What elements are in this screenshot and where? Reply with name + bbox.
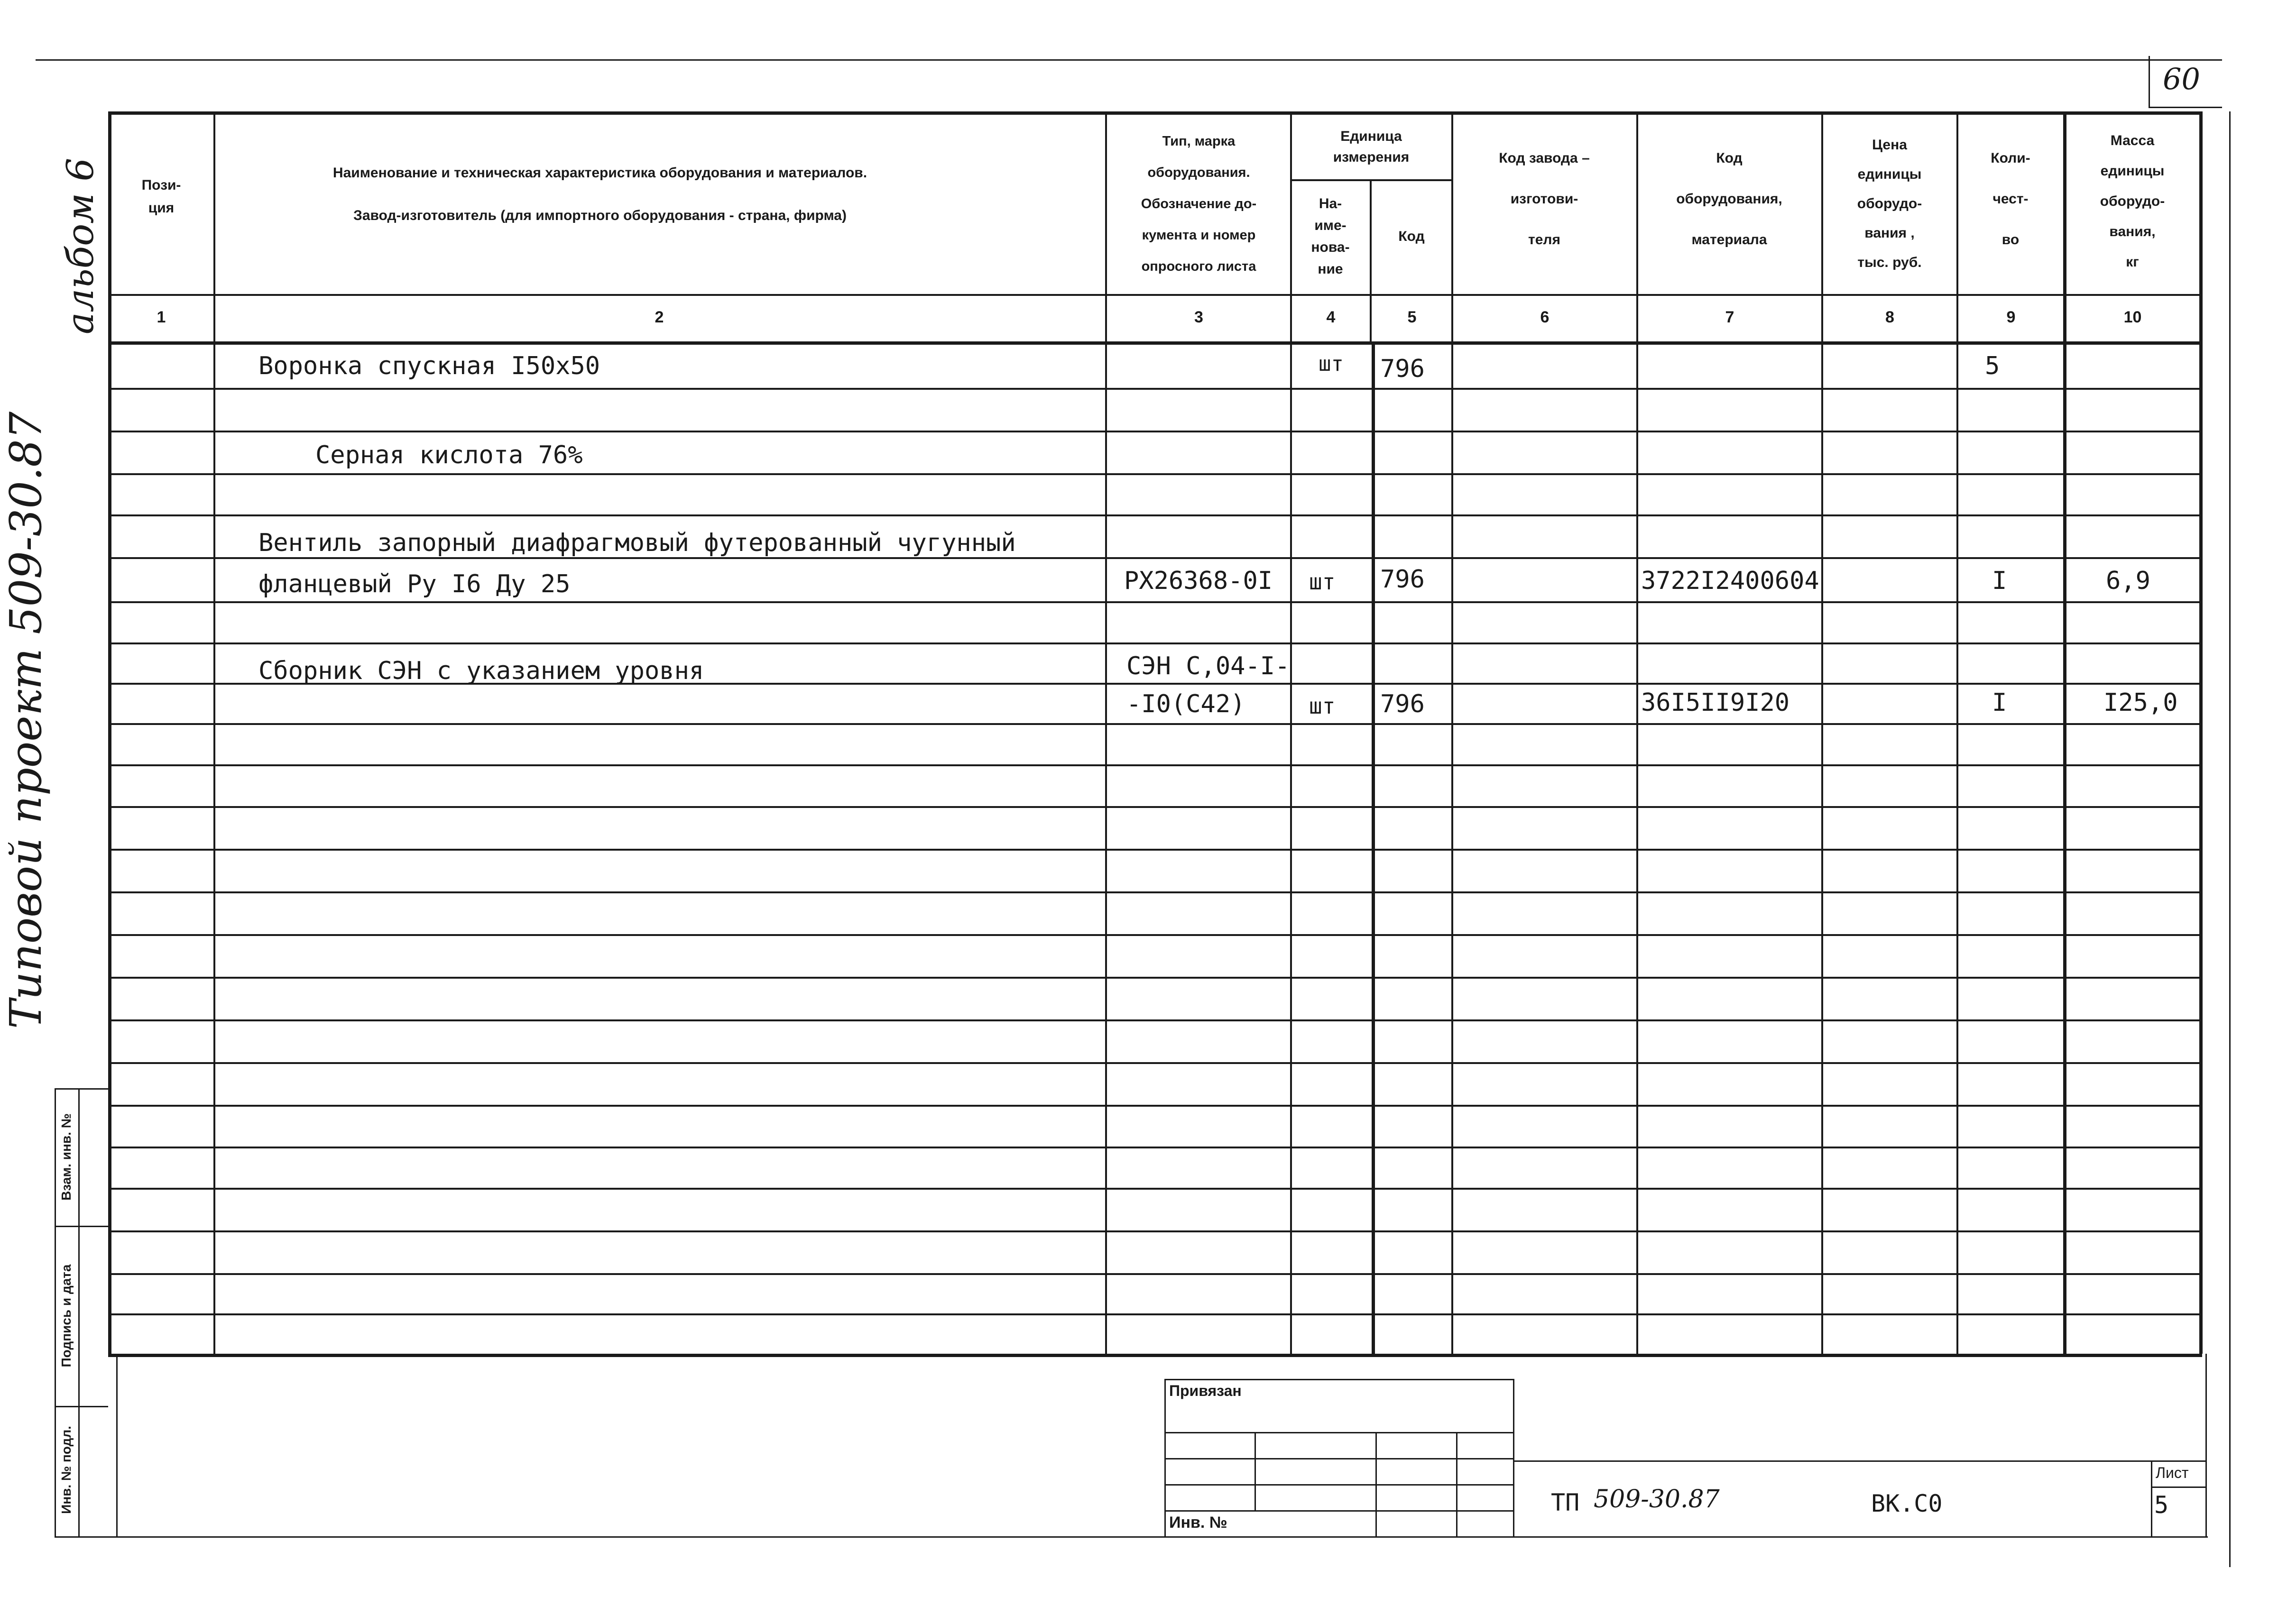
table-row-line — [108, 431, 2202, 432]
row9-code: 796 — [1380, 690, 1425, 718]
col-sep-4 — [1370, 179, 1372, 341]
table-row-line — [108, 1147, 2202, 1148]
numbers-bottom-line — [108, 341, 2202, 345]
row6-name: фланцевый Ру I6 Ду 25 — [258, 570, 571, 598]
privyazan-col-3 — [1456, 1432, 1457, 1536]
header-bottom-line — [108, 294, 2202, 296]
stamp-left-edge — [55, 1088, 56, 1536]
col-sep-8 — [1956, 111, 1958, 1354]
col-number-4: 4 — [1326, 308, 1336, 326]
privyazan-left — [1164, 1379, 1166, 1536]
row8-type: СЭН С,04-I- — [1126, 652, 1290, 680]
header-manufacturer-code: Код завода – изготови- теля — [1499, 150, 1590, 248]
album-label: альбом 6 — [59, 157, 102, 334]
right-edge-line — [2229, 111, 2231, 1567]
row9-type: -I0(С42) — [1126, 690, 1245, 718]
col-sep-3 — [1290, 111, 1292, 1354]
page-number-box-bottom — [2149, 107, 2222, 108]
table-row-line — [108, 642, 2202, 644]
table-row-line — [108, 1230, 2202, 1232]
row3-name: Серная кислота 76% — [315, 441, 583, 469]
sheet-box-left — [2151, 1460, 2152, 1536]
doc-block-top — [1513, 1460, 2205, 1462]
row1-unit: шт — [1319, 352, 1344, 376]
sheet-number: 5 — [2154, 1491, 2169, 1519]
privyazan-col-2 — [1375, 1432, 1377, 1536]
header-name: Наименование и техническая характеристика оборудования и материалов. Завод-изготовитель (для импортного оборудования - страна, фирма) — [332, 165, 867, 223]
col-number-7: 7 — [1725, 308, 1734, 326]
table-row-line — [108, 1188, 2202, 1190]
doc-prefix: ТП — [1551, 1489, 1580, 1516]
privyazan-top — [1164, 1379, 1513, 1380]
col-number-2: 2 — [655, 308, 664, 326]
stamp-inv-vzam: Взам. инв. № — [59, 1113, 74, 1201]
header-position: Пози- ция — [141, 177, 181, 216]
row6-code: 796 — [1380, 565, 1425, 594]
privyazan-line-2 — [1164, 1458, 1513, 1459]
top-rule — [36, 59, 2222, 61]
bottom-frame-left — [116, 1354, 118, 1536]
row5-name: Вентиль запорный диафрагмовый футерованный чугунный — [258, 529, 1016, 557]
table-row-line — [108, 1273, 2202, 1275]
table-row-line — [108, 1105, 2202, 1107]
table-row-line — [108, 1062, 2202, 1064]
row6-equipment-code: 3722I2400604 — [1641, 567, 1819, 595]
bottom-frame-right — [2205, 1354, 2207, 1536]
privyazan-line-1 — [1164, 1432, 1513, 1433]
inv-no-label: Инв. № — [1169, 1514, 1227, 1532]
row9-mass: I25,0 — [2103, 688, 2178, 717]
table-top-border — [108, 111, 2202, 115]
table-row-line — [108, 806, 2202, 808]
col-sep-5 — [1451, 111, 1453, 1354]
row9-quantity: I — [1992, 688, 2007, 717]
table-row-line — [108, 977, 2202, 979]
col-number-1: 1 — [157, 308, 166, 326]
header-price: Цена единицы оборудо- вания , тыс. руб. — [1857, 137, 1922, 270]
header-unit-code: Код — [1398, 229, 1425, 244]
header-unit-group: Единица измерения — [1333, 128, 1410, 165]
header-unit-name: На- име- нова- ние — [1311, 196, 1350, 277]
table-row-line — [108, 388, 2202, 390]
col-sep-9 — [2063, 111, 2066, 1354]
stamp-sign-date: Подпись и дата — [59, 1264, 74, 1367]
row6-type: РХ26368-0I — [1124, 567, 1273, 595]
col-number-6: 6 — [1540, 308, 1550, 326]
col-sep-1 — [213, 111, 215, 1354]
row1-code: 796 — [1380, 355, 1425, 383]
row1-quantity: 5 — [1985, 352, 2000, 380]
table-bottom-border — [108, 1354, 2202, 1357]
privyazan-right — [1513, 1379, 1514, 1536]
stamp-inner-edge — [78, 1088, 80, 1536]
row9-unit: шт — [1309, 693, 1336, 719]
stamp-top — [55, 1088, 108, 1090]
table-right-border — [2199, 111, 2203, 1354]
row6-mass: 6,9 — [2106, 567, 2150, 595]
project-label: Типовой проект 509-30.87 — [0, 411, 51, 1029]
table-left-border — [108, 111, 111, 1354]
bottom-frame-bottom — [55, 1536, 2208, 1538]
col-sep-4-body — [1372, 341, 1375, 1354]
table-row-line — [108, 1019, 2202, 1021]
privyazan-line-3 — [1164, 1484, 1513, 1486]
table-row-line — [108, 601, 2202, 603]
table-row-line — [108, 764, 2202, 766]
sheet-box-divider — [2151, 1486, 2205, 1488]
stamp-inv-podl: Инв. № подл. — [59, 1426, 74, 1514]
row8-name: Сборник СЭН с указанием уровня — [258, 657, 704, 685]
header-quantity: Коли- чест- во — [1991, 150, 2030, 248]
col-sep-7 — [1821, 111, 1823, 1354]
sheet-label: Лист — [2156, 1464, 2189, 1481]
table-row-line — [108, 473, 2202, 475]
row6-quantity: I — [1992, 567, 2007, 595]
stamp-divider-1 — [55, 1226, 108, 1227]
row9-equipment-code: 36I5II9I20 — [1641, 688, 1790, 717]
header-mass: Масса единицы оборудо- вания, кг — [2100, 133, 2165, 270]
doc-code: ВК.С0 — [1871, 1490, 1943, 1517]
row1-name: Воронка спускная I50x50 — [258, 352, 600, 380]
col-number-5: 5 — [1407, 308, 1417, 326]
table-row-line — [108, 514, 2202, 516]
header-equipment-code: Код оборудования, материала — [1676, 150, 1782, 248]
col-number-3: 3 — [1194, 308, 1203, 326]
privyazan-line-4 — [1164, 1510, 1513, 1512]
col-sep-6 — [1636, 111, 1638, 1354]
col-number-8: 8 — [1885, 308, 1894, 326]
col-sep-2 — [1105, 111, 1107, 1354]
table-row-line — [108, 891, 2202, 893]
table-row-line — [108, 1313, 2202, 1315]
privyazan-col-1 — [1254, 1432, 1256, 1510]
table-row-line — [108, 557, 2202, 559]
top-rule-tick — [2149, 56, 2150, 108]
page-number: 60 — [2163, 62, 2200, 96]
doc-number: 509-30.87 — [1594, 1485, 1720, 1514]
table-row-line — [108, 849, 2202, 851]
table-row-line — [108, 723, 2202, 725]
col-number-9: 9 — [2006, 308, 2016, 326]
table-row-line — [108, 934, 2202, 936]
col-number-10: 10 — [2123, 308, 2142, 326]
privyazan-label: Привязан — [1169, 1382, 1242, 1399]
row6-unit: шт — [1309, 569, 1336, 595]
header-type: Тип, марка оборудования. Обозначение до- кумента и номер опросного листа — [1141, 134, 1257, 274]
